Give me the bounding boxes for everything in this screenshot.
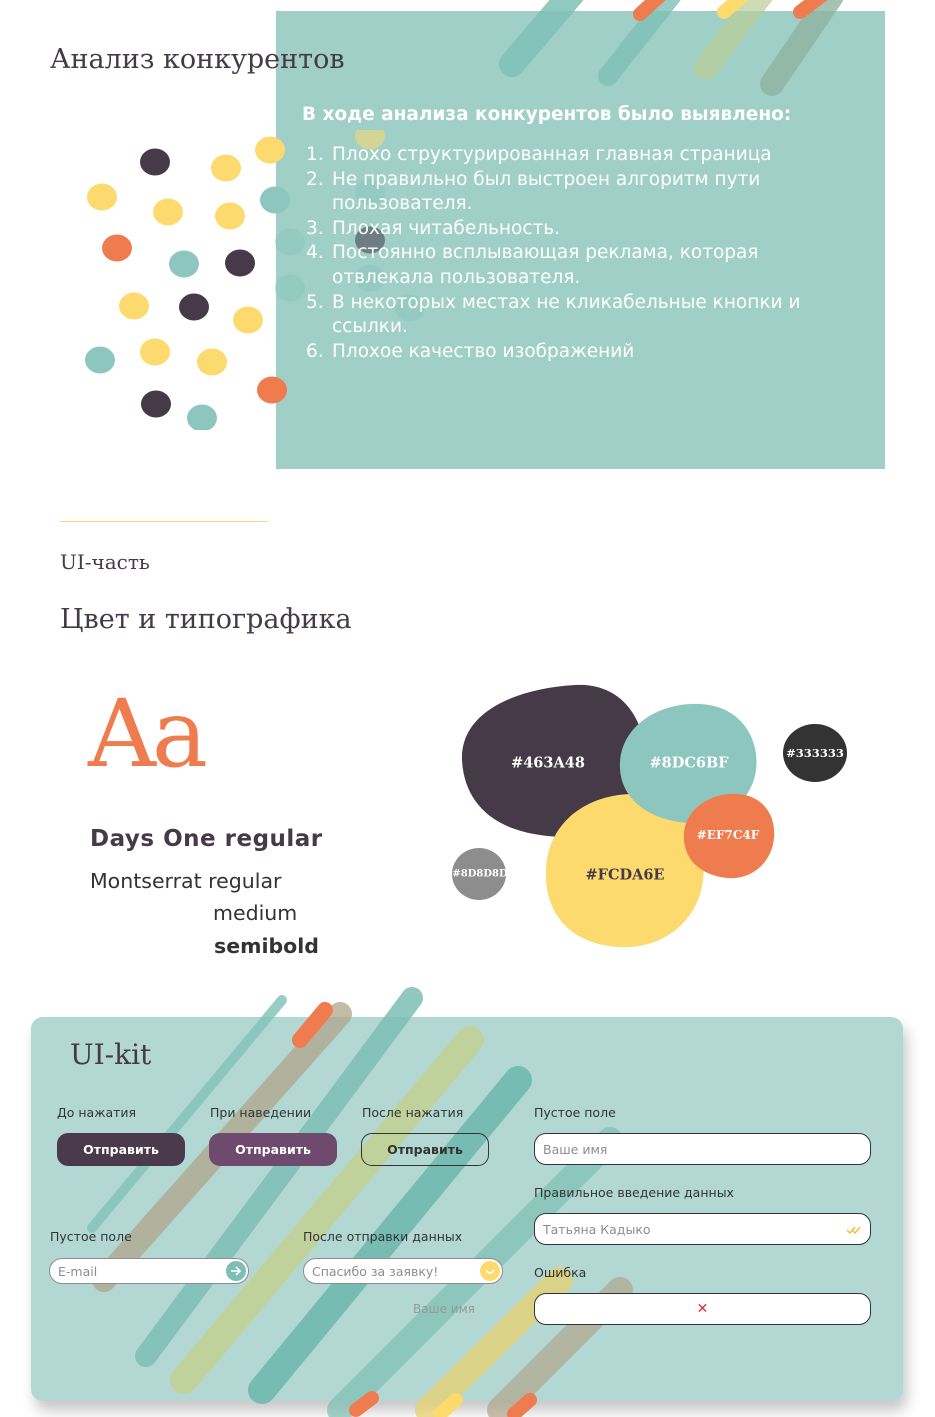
divider bbox=[60, 521, 268, 522]
dot bbox=[179, 294, 209, 321]
dot bbox=[102, 235, 132, 262]
display-font-name: Days One regular bbox=[90, 826, 323, 852]
error-icon: ✕ bbox=[696, 1301, 709, 1317]
color-code-orange: #EF7C4F bbox=[696, 828, 760, 842]
dot bbox=[153, 199, 183, 226]
list-item: 6. Плохое качество изображений bbox=[306, 340, 635, 362]
color-code-dark: #463A48 bbox=[511, 754, 585, 772]
typeface-sample: Aa bbox=[88, 680, 204, 789]
section-title: Цвет и типографика bbox=[60, 604, 352, 635]
dot bbox=[140, 149, 170, 176]
list-item: 1. Плохо структурированная главная страница bbox=[306, 144, 772, 165]
dot bbox=[87, 184, 117, 211]
state-label-hover: При наведении bbox=[210, 1105, 312, 1120]
dot bbox=[215, 203, 245, 230]
dot bbox=[169, 251, 199, 278]
sent-value: Спасибо за заявку! bbox=[312, 1263, 439, 1279]
color-code-teal: #8DC6BF bbox=[649, 754, 729, 772]
state-label-default: До нажатия bbox=[57, 1105, 137, 1120]
color-palette bbox=[0, 670, 935, 970]
list-item: 3. Плохая читабельность. bbox=[306, 217, 561, 239]
body-font-name: Montserrat regular bbox=[90, 869, 282, 893]
dot bbox=[211, 155, 241, 182]
submit-button-hover[interactable]: Отправить bbox=[209, 1133, 337, 1166]
error-field-label: Ошибка bbox=[534, 1265, 587, 1280]
name-input-error[interactable] bbox=[534, 1293, 871, 1325]
font-weight-semibold: semibold bbox=[214, 934, 319, 958]
email-field-label: Пустое поле bbox=[50, 1229, 132, 1244]
smile-icon bbox=[480, 1261, 500, 1281]
ui-kit-title: UI-kit bbox=[70, 1038, 152, 1071]
list-item: 5. В некоторых местах не кликабельные кнопки и ссылки. bbox=[306, 291, 801, 338]
email-input[interactable] bbox=[49, 1258, 249, 1284]
name-input-empty[interactable] bbox=[534, 1133, 871, 1165]
section-label: UI-часть bbox=[60, 550, 150, 574]
email-placeholder: E-mail bbox=[58, 1263, 98, 1279]
dot bbox=[255, 137, 285, 164]
submit-button-default[interactable]: Отправить bbox=[57, 1133, 185, 1166]
findings-list bbox=[302, 143, 862, 364]
list-item: 2. Не правильно был выстроен алгоритм пути пользователя. bbox=[306, 168, 761, 215]
dot bbox=[197, 349, 227, 376]
font-weight-medium: medium bbox=[213, 901, 298, 925]
dot bbox=[187, 405, 217, 431]
ghost-name-text: Ваше имя bbox=[413, 1302, 475, 1316]
dot bbox=[260, 187, 290, 214]
dot bbox=[141, 391, 171, 418]
dot bbox=[257, 377, 287, 404]
color-code-grey: #8D8D8D bbox=[452, 868, 508, 880]
valid-value: Татьяна Кадыко bbox=[543, 1221, 651, 1237]
list-item: 4. Постоянно всплывающая реклама, которая отвлекала пользователя. bbox=[306, 242, 759, 288]
dot bbox=[233, 307, 263, 334]
analysis-findings bbox=[302, 104, 862, 364]
color-code-yellow: #FCDA6E bbox=[585, 866, 665, 884]
dot bbox=[119, 293, 149, 320]
name-placeholder: Ваше имя bbox=[543, 1141, 608, 1157]
sent-input[interactable] bbox=[303, 1258, 503, 1284]
dot bbox=[225, 250, 255, 277]
submit-button-pressed[interactable]: Отправить bbox=[361, 1133, 489, 1166]
checkmark-icon bbox=[846, 1225, 862, 1235]
state-label-after: После нажатия bbox=[362, 1105, 464, 1120]
valid-field-label: Правильное введение данных bbox=[534, 1185, 734, 1200]
name-input-valid[interactable] bbox=[534, 1213, 871, 1245]
sent-field-label: После отправки данных bbox=[303, 1229, 463, 1244]
arrow-right-icon[interactable] bbox=[226, 1261, 246, 1281]
color-code-charcoal: #333333 bbox=[786, 746, 844, 760]
dot bbox=[85, 347, 115, 374]
empty-field-label: Пустое поле bbox=[534, 1105, 616, 1120]
dot bbox=[275, 229, 305, 256]
dot bbox=[140, 339, 170, 366]
page-title: Анализ конкурентов bbox=[50, 44, 345, 75]
dot bbox=[275, 275, 305, 302]
findings-heading: В ходе анализа конкурентов было выявлено: bbox=[302, 104, 792, 125]
